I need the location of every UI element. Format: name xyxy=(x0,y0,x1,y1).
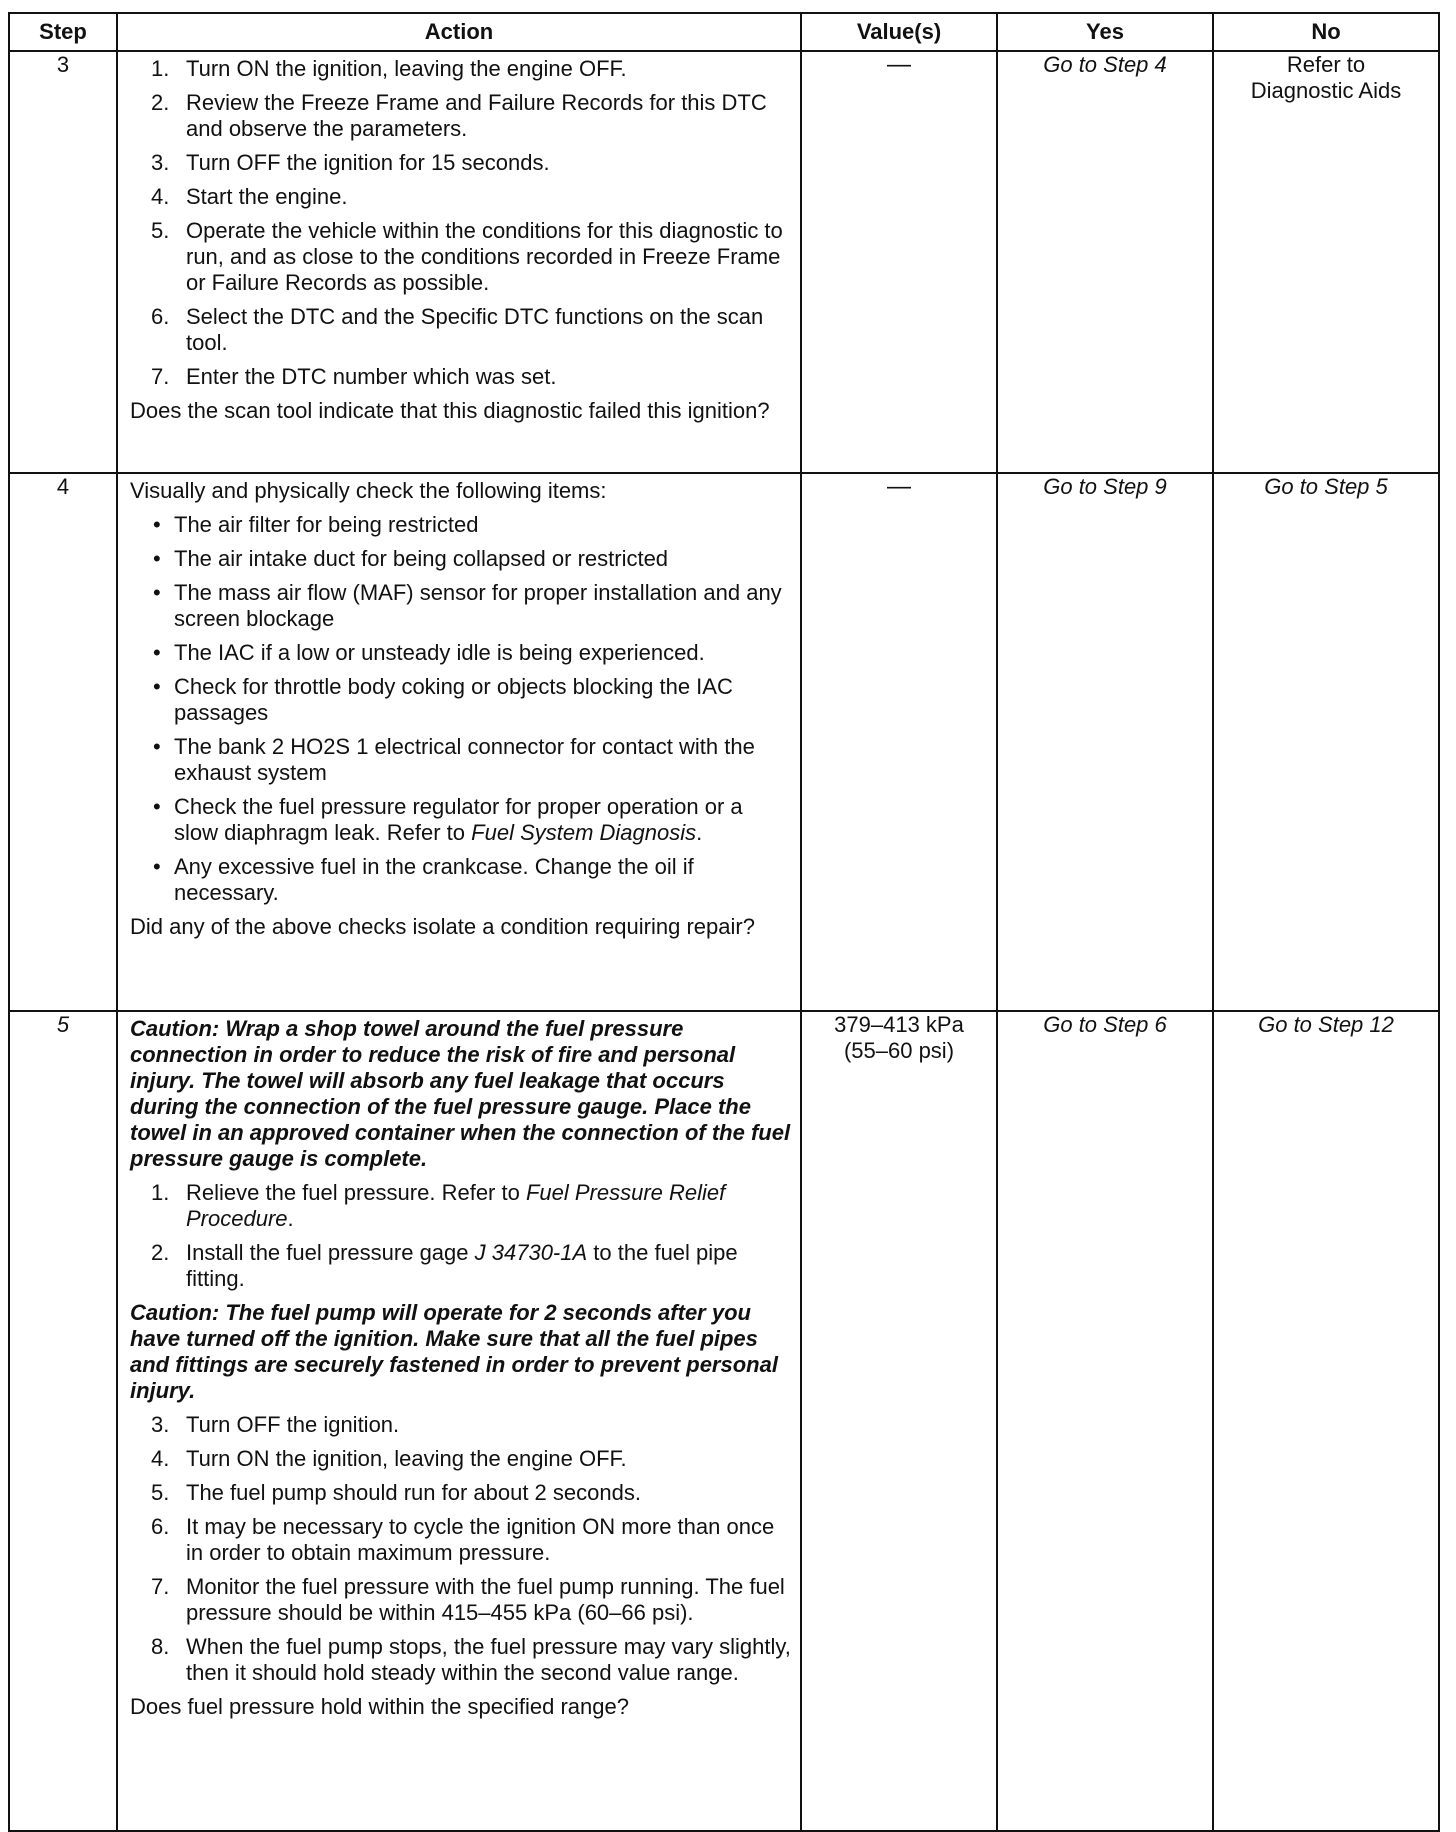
step-5-no: Go to Step 12 xyxy=(1213,1011,1439,1831)
step-3-row xyxy=(9,51,1439,473)
list-item: 1. Relieve the fuel pressure. Refer to Fuel Pressure Relief Procedure. xyxy=(151,1180,726,1231)
step-4-question: Did any of the above checks isolate a condition requiring repair? xyxy=(130,914,755,939)
header-step: Step xyxy=(9,13,117,51)
list-item: 4. Turn ON the ignition, leaving the engine OFF. xyxy=(151,1446,627,1471)
step-4-value: — xyxy=(801,473,997,1011)
list-item: 1. Turn ON the ignition, leaving the engine OFF. xyxy=(151,56,627,81)
step-3-list xyxy=(130,56,792,390)
list-item: 3. Turn OFF the ignition for 15 seconds. xyxy=(151,150,550,175)
list-item: 6. Select the DTC and the Specific DTC functions on the scan tool. xyxy=(151,304,764,355)
list-item: • Check the fuel pressure regulator for proper operation or a slow diaphragm leak. Refer to Fuel System Diagnosis. xyxy=(153,794,743,845)
list-item: • The air filter for being restricted xyxy=(153,512,479,537)
step-5-list-b xyxy=(130,1412,792,1686)
list-item: 5. The fuel pump should run for about 2 seconds. xyxy=(151,1480,641,1505)
list-item: 7. Enter the DTC number which was set. xyxy=(151,364,557,389)
step-5-question: Does fuel pressure hold within the specified range? xyxy=(130,1694,629,1719)
step-5-row xyxy=(9,1011,1439,1831)
step-5-number: 5 xyxy=(9,1011,117,1831)
step-3-yes: Go to Step 4 xyxy=(997,51,1213,473)
step-3-action xyxy=(117,51,801,473)
list-item: • The mass air flow (MAF) sensor for proper installation and any screen blockage xyxy=(153,580,782,631)
step-4-intro: Visually and physically check the following items: xyxy=(130,478,607,503)
step-5-action xyxy=(117,1011,801,1831)
step-4-row xyxy=(9,473,1439,1011)
step-4-action xyxy=(117,473,801,1011)
list-item: 5. Operate the vehicle within the conditions for this diagnostic to run, and as close to the conditions recorded in Freeze Frame or Failure Records as possible. xyxy=(151,218,783,295)
step-3-question: Does the scan tool indicate that this diagnostic failed this ignition? xyxy=(130,398,770,423)
diagnostic-table xyxy=(8,12,1440,1832)
header-yes: Yes xyxy=(997,13,1213,51)
list-item: 3. Turn OFF the ignition. xyxy=(151,1412,400,1437)
step-5-value: 379–413 kPa (55–60 psi) xyxy=(801,1011,997,1831)
list-item: 2. Review the Freeze Frame and Failure Records for this DTC and observe the parameters. xyxy=(151,90,767,141)
list-item: 2. Install the fuel pressure gage J 34730-1A to the fuel pipe fitting. xyxy=(151,1240,738,1291)
list-item: • Check for throttle body coking or objects blocking the IAC passages xyxy=(153,674,733,725)
list-item: 6. It may be necessary to cycle the ignition ON more than once in order to obtain maximum pressure. xyxy=(151,1514,775,1565)
step-4-number: 4 xyxy=(9,473,117,1011)
step-3-value: — xyxy=(801,51,997,473)
list-item: • The air intake duct for being collapsed or restricted xyxy=(153,546,669,571)
step-5-list-a xyxy=(130,1180,792,1292)
step-5-caution-1: Caution: Wrap a shop towel around the fuel pressure connection in order to reduce the risk of fire and personal injury. The towel will absorb any fuel leakage that occurs during the connection of the fuel pressure gauge. Place the towel in an approved container when the connection of the fuel pressure gauge is complete. xyxy=(130,1016,791,1171)
list-item: 8. When the fuel pump stops, the fuel pressure may vary slightly, then it should hold steady within the second value range. xyxy=(151,1634,791,1685)
list-item: • The IAC if a low or unsteady idle is being experienced. xyxy=(153,640,705,665)
list-item: • Any excessive fuel in the crankcase. Change the oil if necessary. xyxy=(153,854,694,905)
step-3-number: 3 xyxy=(9,51,117,473)
header-values: Value(s) xyxy=(801,13,997,51)
step-4-no: Go to Step 5 xyxy=(1213,473,1439,1011)
step-5-yes: Go to Step 6 xyxy=(997,1011,1213,1831)
header-no: No xyxy=(1213,13,1439,51)
step-4-yes: Go to Step 9 xyxy=(997,473,1213,1011)
list-item: 4. Start the engine. xyxy=(151,184,348,209)
list-item: 7. Monitor the fuel pressure with the fuel pump running. The fuel pressure should be within 415–455 kPa (60–66 psi). xyxy=(151,1574,785,1625)
step-5-caution-2: Caution: The fuel pump will operate for 2 seconds after you have turned off the ignition. Make sure that all the fuel pipes and fittings are securely fastened in order to prevent personal injury. xyxy=(130,1300,778,1403)
step-3-no: Refer to Diagnostic Aids xyxy=(1213,51,1439,473)
step-4-bullets xyxy=(130,512,792,906)
list-item: • The bank 2 HO2S 1 electrical connector for contact with the exhaust system xyxy=(153,734,755,785)
header-action: Action xyxy=(117,13,801,51)
header-row xyxy=(9,13,1439,51)
